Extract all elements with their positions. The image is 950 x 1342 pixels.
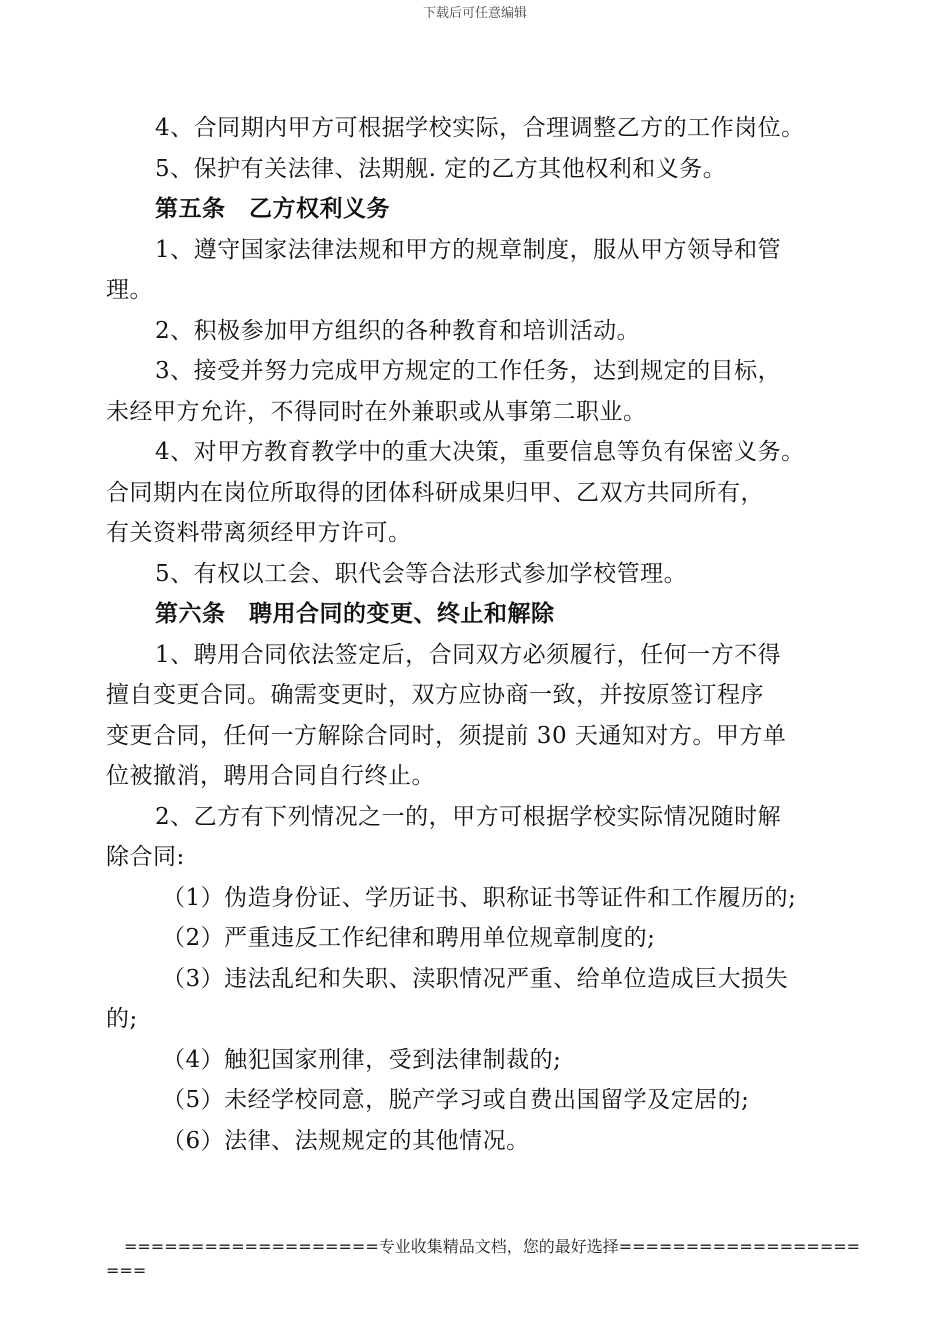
list-item: （6）法律、法规规定的其他情况。	[162, 1127, 530, 1154]
section-heading-article-6: 第六条 聘用合同的变更、终止和解除	[155, 600, 555, 627]
list-item: （4）触犯国家刑律，受到法律制裁的;	[162, 1046, 562, 1073]
paragraph-line: 有关资料带离须经甲方许可。	[106, 520, 412, 546]
paragraph-line: 5、保护有关法律、法期舰. 定的乙方其他权利和义务。	[155, 155, 727, 182]
header-note: 下载后可任意编辑	[422, 6, 527, 21]
footer-banner	[106, 1235, 861, 1283]
paragraph-line: 1、聘用合同依法签定后，合同双方必须履行，任何一方不得	[155, 641, 782, 668]
document-body	[106, 108, 852, 1161]
paragraph-line: 变更合同，任何一方解除合同时，须提前 30 天通知对方。甲方单	[106, 722, 787, 749]
list-item: （5）未经学校同意，脱产学习或自费出国留学及定居的;	[162, 1087, 750, 1113]
paragraph-line: 4、合同期内甲方可根据学校实际，合理调整乙方的工作岗位。	[155, 115, 805, 141]
section-heading-article-5: 第五条 乙方权利义务	[155, 195, 390, 222]
footer-line: ===	[106, 1261, 147, 1280]
list-item: （3）违法乱纪和失职、渎职情况严重、给单位造成巨大损失	[162, 965, 789, 992]
list-item: （2）严重违反工作纪律和聘用单位规章制度的;	[162, 925, 656, 951]
paragraph-line: 未经甲方允许，不得同时在外兼职或从事第二职业。	[106, 398, 647, 425]
list-item: （1）伪造身份证、学历证书、职称证书等证件和工作履历的;	[162, 884, 797, 911]
paragraph-line: 3、接受并努力完成甲方规定的工作任务，达到规定的目标，	[155, 358, 782, 384]
paragraph-line: 2、乙方有下列情况之一的，甲方可根据学校实际情况随时解	[155, 803, 782, 830]
paragraph-line: 4、对甲方教育教学中的重大决策，重要信息等负有保密义务。	[155, 439, 805, 465]
paragraph-line: 除合同:	[106, 844, 185, 870]
paragraph-line: 合同期内在岗位所取得的团体科研成果归甲、乙双方共同所有，	[106, 479, 764, 506]
paragraph-line: 擅自变更合同。确需变更时，双方应协商一致，并按原签订程序	[106, 682, 764, 708]
paragraph-line: 5、有权以工会、职代会等合法形式参加学校管理。	[155, 560, 688, 587]
paragraph-line: 理。	[106, 277, 153, 303]
paragraph-line: 1、遵守国家法律法规和甲方的规章制度，服从甲方领导和管	[155, 236, 782, 263]
paragraph-line: 的;	[106, 1006, 138, 1032]
paragraph-line: 位被撤消，聘用合同自行终止。	[106, 763, 435, 789]
footer-line: ===================专业收集精品文档，您的最好选择==================	[124, 1237, 861, 1256]
paragraph-line: 2、积极参加甲方组织的各种教育和培训活动。	[155, 317, 641, 344]
